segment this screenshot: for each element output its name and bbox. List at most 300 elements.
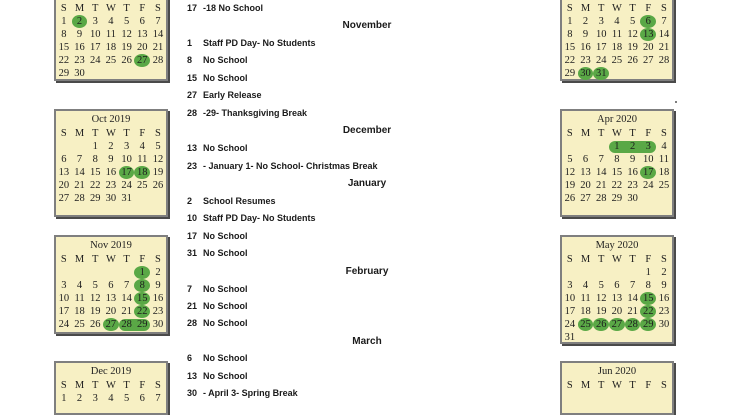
week-row bbox=[56, 305, 166, 318]
week-row bbox=[562, 41, 672, 54]
weekday-label: W bbox=[611, 128, 622, 139]
day-cell: 7 bbox=[155, 16, 161, 27]
day-cell bbox=[593, 266, 609, 279]
day-cell: 30 bbox=[152, 319, 164, 330]
day-cell: 13 bbox=[640, 28, 656, 41]
day-cell: 1 bbox=[645, 267, 651, 278]
day-cell: 7 bbox=[155, 393, 161, 404]
weekday-label: T bbox=[598, 380, 605, 391]
day-cell: 12 bbox=[89, 293, 101, 304]
day-cell: 3 bbox=[92, 393, 98, 404]
weekday-label: F bbox=[139, 128, 146, 139]
weekday-label: T bbox=[92, 254, 99, 265]
event-item: 1 Staff PD Day- No Students bbox=[187, 38, 316, 48]
day-cell: 21 bbox=[152, 42, 164, 53]
calendar-title: Jun 2020 bbox=[597, 366, 637, 377]
day-cell: 24 bbox=[643, 180, 654, 191]
day-cell: 29 bbox=[137, 319, 148, 330]
week-row bbox=[562, 192, 672, 205]
month-heading-january: January bbox=[347, 178, 387, 189]
weekday-label: S bbox=[155, 380, 161, 391]
day-cell: 8 bbox=[61, 29, 67, 40]
weekday-label: T bbox=[629, 254, 636, 265]
week-row bbox=[56, 15, 166, 28]
day-cell: 24 bbox=[564, 319, 576, 330]
weekday-label: W bbox=[611, 3, 622, 14]
day-cell: 17 bbox=[89, 42, 101, 53]
week-row bbox=[56, 179, 166, 192]
day-cell: 17 bbox=[564, 306, 576, 317]
day-cell bbox=[609, 266, 625, 279]
day-cell: 16 bbox=[627, 167, 638, 178]
day-cell: 25 bbox=[658, 180, 670, 191]
day-cell bbox=[72, 140, 88, 153]
weekday-label: F bbox=[139, 254, 146, 265]
weekday-header bbox=[56, 379, 166, 392]
day-cell bbox=[134, 67, 150, 80]
week-row bbox=[56, 192, 166, 205]
day-cell: 1 bbox=[567, 16, 573, 27]
day-cell bbox=[150, 192, 166, 205]
weekday-label: F bbox=[645, 3, 652, 14]
weekday-label: S bbox=[566, 380, 573, 391]
week-row bbox=[56, 41, 166, 54]
event-item: 17 No School bbox=[187, 231, 248, 241]
day-cell: 4 bbox=[614, 16, 620, 27]
week-row bbox=[56, 292, 166, 305]
day-cell: 4 bbox=[108, 393, 114, 404]
day-cell: 30 bbox=[627, 193, 638, 204]
day-cell: 4 bbox=[582, 280, 589, 291]
day-cell: 7 bbox=[629, 280, 636, 291]
day-cell: 10 bbox=[564, 293, 576, 304]
week-row bbox=[56, 166, 166, 179]
day-cell: 7 bbox=[661, 16, 667, 27]
week-row bbox=[562, 140, 672, 153]
day-cell bbox=[625, 331, 641, 344]
day-cell: 5 bbox=[629, 16, 636, 27]
weekday-label: S bbox=[661, 254, 667, 265]
event-item: 6 No School bbox=[187, 353, 248, 363]
week-row bbox=[56, 279, 166, 292]
day-cell bbox=[56, 266, 72, 279]
event-item: 28 -29- Thanksgiving Break bbox=[187, 108, 308, 118]
day-cell: 9 bbox=[108, 154, 114, 165]
day-cell: 5 bbox=[123, 393, 130, 404]
calendar-mar-2020 bbox=[560, 0, 674, 81]
day-cell: 21 bbox=[121, 306, 132, 317]
day-cell: 15 bbox=[58, 42, 70, 53]
day-cell: 15 bbox=[89, 167, 101, 178]
day-cell: 12 bbox=[564, 167, 576, 178]
day-cell: 22 bbox=[611, 180, 623, 191]
event-item: 13 No School bbox=[187, 371, 248, 381]
day-cell: 26 bbox=[627, 55, 638, 66]
weekday-label: S bbox=[661, 3, 667, 14]
calendar-title: Dec 2019 bbox=[90, 366, 132, 377]
day-cell: 6 bbox=[108, 280, 114, 291]
day-cell: 3 bbox=[645, 141, 651, 152]
weekday-label: S bbox=[566, 128, 573, 139]
calendar-nov-2019 bbox=[54, 235, 168, 334]
weekday-label: T bbox=[598, 254, 605, 265]
day-cell: 9 bbox=[582, 29, 589, 40]
calendar-sep-2019 bbox=[54, 0, 168, 81]
day-cell: 18 bbox=[580, 306, 591, 317]
day-cell: 29 bbox=[640, 318, 656, 331]
day-cell: 18 bbox=[74, 306, 85, 317]
day-cell: 8 bbox=[134, 279, 150, 292]
day-cell: 3 bbox=[123, 141, 130, 152]
day-cell: 4 bbox=[139, 141, 145, 152]
day-cell bbox=[562, 140, 578, 153]
day-cell: 9 bbox=[629, 154, 636, 165]
day-cell: 29 bbox=[611, 193, 623, 204]
day-cell: 25 bbox=[105, 55, 117, 66]
day-cell: 11 bbox=[611, 29, 622, 40]
day-cell: 6 bbox=[139, 16, 145, 27]
day-cell bbox=[56, 140, 72, 153]
weekday-label: W bbox=[105, 3, 116, 14]
week-row bbox=[562, 318, 672, 331]
day-cell: 31 bbox=[564, 332, 576, 343]
calendar-oct-2019 bbox=[54, 109, 168, 217]
event-item: 7 No School bbox=[187, 284, 248, 294]
week-row bbox=[562, 153, 672, 166]
day-cell: 14 bbox=[121, 293, 132, 304]
weekday-label: S bbox=[155, 254, 161, 265]
day-cell: 24 bbox=[121, 180, 132, 191]
day-cell: 19 bbox=[627, 42, 638, 53]
weekday-label: F bbox=[139, 3, 146, 14]
calendar-title: Oct 2019 bbox=[91, 114, 131, 125]
week-row bbox=[562, 166, 672, 179]
day-cell: 9 bbox=[661, 280, 667, 291]
day-cell bbox=[593, 140, 609, 153]
day-cell: 28 bbox=[625, 318, 641, 331]
day-cell: 19 bbox=[564, 180, 576, 191]
day-cell bbox=[134, 192, 150, 205]
event-item: 17 -18 No School bbox=[187, 3, 264, 13]
day-cell: 14 bbox=[152, 29, 164, 40]
weekday-label: W bbox=[105, 128, 116, 139]
day-cell: 7 bbox=[76, 154, 83, 165]
weekday-label: T bbox=[92, 3, 99, 14]
month-heading-february: February bbox=[345, 266, 389, 277]
event-item: 23 - January 1- No School- Christmas Break bbox=[187, 161, 378, 171]
weekday-label: F bbox=[139, 380, 146, 391]
weekday-label: W bbox=[105, 254, 116, 265]
event-item: 2 School Resumes bbox=[187, 196, 276, 206]
day-cell: 9 bbox=[155, 280, 161, 291]
day-cell: 28 bbox=[74, 193, 85, 204]
weekday-label: S bbox=[60, 254, 67, 265]
day-cell: 15 bbox=[564, 42, 576, 53]
day-cell: 14 bbox=[595, 167, 607, 178]
day-cell: 26 bbox=[89, 319, 101, 330]
day-cell: 2 bbox=[661, 267, 667, 278]
day-cell: 26 bbox=[564, 193, 576, 204]
weekday-header bbox=[56, 2, 166, 15]
speck bbox=[675, 101, 677, 103]
day-cell: 20 bbox=[611, 306, 623, 317]
day-cell: 16 bbox=[580, 42, 591, 53]
week-row bbox=[562, 67, 672, 80]
weekday-label: T bbox=[123, 254, 130, 265]
day-cell: 20 bbox=[137, 42, 148, 53]
day-cell: 8 bbox=[567, 29, 573, 40]
weekday-label: M bbox=[74, 380, 85, 391]
day-cell bbox=[625, 67, 641, 80]
weekday-label: M bbox=[74, 254, 85, 265]
day-cell: 28 bbox=[658, 55, 670, 66]
day-cell: 20 bbox=[105, 306, 117, 317]
week-row bbox=[562, 292, 672, 305]
day-cell: 28 bbox=[152, 55, 164, 66]
day-cell: 5 bbox=[598, 280, 604, 291]
day-cell: 25 bbox=[137, 180, 148, 191]
week-row bbox=[562, 54, 672, 67]
day-cell bbox=[578, 331, 594, 344]
day-cell: 12 bbox=[595, 293, 607, 304]
day-cell: 18 bbox=[105, 42, 117, 53]
day-cell: 8 bbox=[92, 154, 98, 165]
day-cell: 16 bbox=[105, 167, 117, 178]
weekday-label: S bbox=[155, 128, 161, 139]
day-cell: 30 bbox=[578, 67, 594, 80]
day-cell bbox=[593, 331, 609, 344]
week-row bbox=[56, 266, 166, 279]
weekday-label: F bbox=[645, 254, 652, 265]
day-cell: 3 bbox=[567, 280, 573, 291]
weekday-header bbox=[562, 379, 672, 392]
weekday-label: S bbox=[566, 3, 573, 14]
month-heading-december: December bbox=[342, 125, 392, 136]
day-cell: 10 bbox=[89, 29, 101, 40]
day-cell: 13 bbox=[580, 167, 591, 178]
weekday-label: T bbox=[123, 3, 130, 14]
week-row bbox=[56, 67, 166, 80]
day-cell: 1 bbox=[92, 141, 98, 152]
day-cell bbox=[103, 266, 119, 279]
day-cell: 15 bbox=[611, 167, 623, 178]
day-cell: 22 bbox=[134, 305, 150, 318]
week-row bbox=[562, 279, 672, 292]
day-cell: 23 bbox=[627, 180, 638, 191]
calendar-apr-2020 bbox=[560, 109, 674, 217]
weekday-label: T bbox=[123, 380, 130, 391]
weekday-label: F bbox=[645, 128, 652, 139]
day-cell: 17 bbox=[58, 306, 70, 317]
day-cell: 25 bbox=[578, 318, 594, 331]
day-cell bbox=[656, 192, 672, 205]
weekday-label: M bbox=[74, 128, 85, 139]
day-cell: 13 bbox=[58, 167, 70, 178]
day-cell: 2 bbox=[72, 15, 88, 28]
event-item: 28 No School bbox=[187, 318, 248, 328]
day-cell: 21 bbox=[595, 180, 607, 191]
day-cell: 17 bbox=[595, 42, 607, 53]
day-cell: 2 bbox=[108, 141, 114, 152]
day-cell bbox=[656, 67, 672, 80]
day-cell: 6 bbox=[582, 154, 589, 165]
day-cell: 18 bbox=[134, 166, 150, 179]
day-cell: 18 bbox=[658, 167, 670, 178]
day-cell: 26 bbox=[152, 180, 164, 191]
day-cell: 29 bbox=[58, 68, 70, 79]
day-cell: 6 bbox=[614, 280, 620, 291]
day-cell bbox=[87, 266, 103, 279]
day-cell: 20 bbox=[643, 42, 654, 53]
weekday-header bbox=[56, 253, 166, 266]
day-cell: 22 bbox=[640, 305, 656, 318]
weekday-label: T bbox=[598, 3, 605, 14]
day-cell bbox=[609, 67, 625, 80]
day-cell: 28 bbox=[595, 193, 607, 204]
month-heading-november: November bbox=[342, 20, 392, 31]
weekday-label: W bbox=[105, 380, 116, 391]
day-cell: 10 bbox=[121, 154, 132, 165]
day-cell: 14 bbox=[627, 293, 638, 304]
day-cell: 21 bbox=[658, 42, 670, 53]
day-cell: 22 bbox=[564, 55, 576, 66]
week-row bbox=[562, 179, 672, 192]
day-cell: 31 bbox=[121, 193, 132, 204]
weekday-header bbox=[562, 253, 672, 266]
day-cell: 16 bbox=[152, 293, 164, 304]
day-cell bbox=[103, 67, 119, 80]
day-cell: 10 bbox=[58, 293, 70, 304]
day-cell: 11 bbox=[137, 154, 148, 165]
event-item: 15 No School bbox=[187, 73, 248, 83]
weekday-label: T bbox=[629, 128, 636, 139]
event-item: 21 No School bbox=[187, 301, 248, 311]
day-cell: 4 bbox=[661, 141, 667, 152]
day-cell: 12 bbox=[627, 29, 638, 40]
day-cell: 25 bbox=[611, 55, 623, 66]
weekday-label: W bbox=[611, 254, 622, 265]
day-cell: 3 bbox=[598, 16, 604, 27]
day-cell: 16 bbox=[658, 293, 670, 304]
calendar-may-2020 bbox=[560, 235, 674, 344]
calendar-dec-2019 bbox=[54, 361, 168, 415]
weekday-label: T bbox=[629, 380, 636, 391]
event-item: 8 No School bbox=[187, 55, 248, 65]
day-cell: 8 bbox=[614, 154, 620, 165]
week-row bbox=[562, 15, 672, 28]
weekday-label: S bbox=[155, 3, 161, 14]
day-cell: 27 bbox=[58, 193, 70, 204]
day-cell: 16 bbox=[74, 42, 85, 53]
day-cell: 24 bbox=[58, 319, 70, 330]
event-item: 10 Staff PD Day- No Students bbox=[187, 213, 316, 223]
day-cell: 23 bbox=[74, 55, 85, 66]
day-cell bbox=[150, 67, 166, 80]
day-cell: 6 bbox=[640, 15, 656, 28]
day-cell: 5 bbox=[155, 141, 161, 152]
weekday-label: M bbox=[580, 128, 591, 139]
day-cell: 23 bbox=[152, 306, 164, 317]
event-item: 27 Early Release bbox=[187, 90, 262, 100]
weekday-label: S bbox=[60, 128, 67, 139]
day-cell: 11 bbox=[658, 154, 670, 165]
day-cell bbox=[640, 67, 656, 80]
weekday-header bbox=[562, 127, 672, 140]
day-cell bbox=[640, 192, 656, 205]
day-cell: 10 bbox=[643, 154, 654, 165]
week-row bbox=[562, 28, 672, 41]
day-cell: 2 bbox=[582, 16, 589, 27]
day-cell: 13 bbox=[611, 293, 623, 304]
day-cell: 6 bbox=[61, 154, 67, 165]
day-cell: 20 bbox=[58, 180, 70, 191]
day-cell: 4 bbox=[76, 280, 83, 291]
day-cell: 20 bbox=[580, 180, 591, 191]
day-cell: 2 bbox=[155, 267, 161, 278]
day-cell bbox=[87, 67, 103, 80]
day-cell: 22 bbox=[58, 55, 70, 66]
day-cell bbox=[640, 331, 656, 344]
day-cell bbox=[119, 67, 135, 80]
day-cell: 15 bbox=[640, 292, 656, 305]
weekday-label: T bbox=[92, 380, 99, 391]
event-item: 30 - April 3- Spring Break bbox=[187, 388, 298, 398]
day-cell: 27 bbox=[643, 55, 654, 66]
day-cell: 1 bbox=[614, 141, 620, 152]
weekday-label: S bbox=[661, 380, 667, 391]
day-cell: 11 bbox=[74, 293, 85, 304]
day-cell: 23 bbox=[658, 306, 670, 317]
day-cell: 26 bbox=[121, 55, 132, 66]
day-cell: 8 bbox=[645, 280, 651, 291]
week-row bbox=[56, 28, 166, 41]
day-cell: 12 bbox=[152, 154, 164, 165]
day-cell bbox=[119, 266, 135, 279]
week-row bbox=[56, 392, 166, 405]
day-cell: 23 bbox=[580, 55, 591, 66]
event-item: 31 No School bbox=[187, 248, 248, 258]
day-cell: 3 bbox=[92, 16, 98, 27]
day-cell: 1 bbox=[61, 16, 67, 27]
day-cell: 29 bbox=[564, 68, 576, 79]
day-cell: 21 bbox=[74, 180, 85, 191]
weekday-label: F bbox=[645, 380, 652, 391]
day-cell: 18 bbox=[611, 42, 623, 53]
day-cell: 12 bbox=[121, 29, 132, 40]
day-cell: 13 bbox=[105, 293, 117, 304]
week-row bbox=[562, 305, 672, 318]
weekday-label: S bbox=[60, 380, 67, 391]
day-cell: 19 bbox=[595, 306, 607, 317]
calendar-title: Nov 2019 bbox=[90, 240, 132, 251]
weekday-header bbox=[562, 2, 672, 15]
day-cell bbox=[609, 331, 625, 344]
weekday-label: T bbox=[92, 128, 99, 139]
day-cell: 14 bbox=[658, 29, 670, 40]
weekday-label: M bbox=[580, 380, 591, 391]
weekday-label: M bbox=[580, 3, 591, 14]
weekday-header bbox=[56, 127, 166, 140]
event-item: 13 No School bbox=[187, 143, 248, 153]
weekday-label: S bbox=[566, 254, 573, 265]
week-row bbox=[56, 54, 166, 67]
day-cell: 2 bbox=[629, 141, 636, 152]
day-cell bbox=[578, 140, 594, 153]
weekday-label: M bbox=[74, 3, 85, 14]
day-cell: 31 bbox=[593, 67, 609, 80]
day-cell: 13 bbox=[137, 29, 148, 40]
day-cell: 27 bbox=[609, 318, 625, 331]
